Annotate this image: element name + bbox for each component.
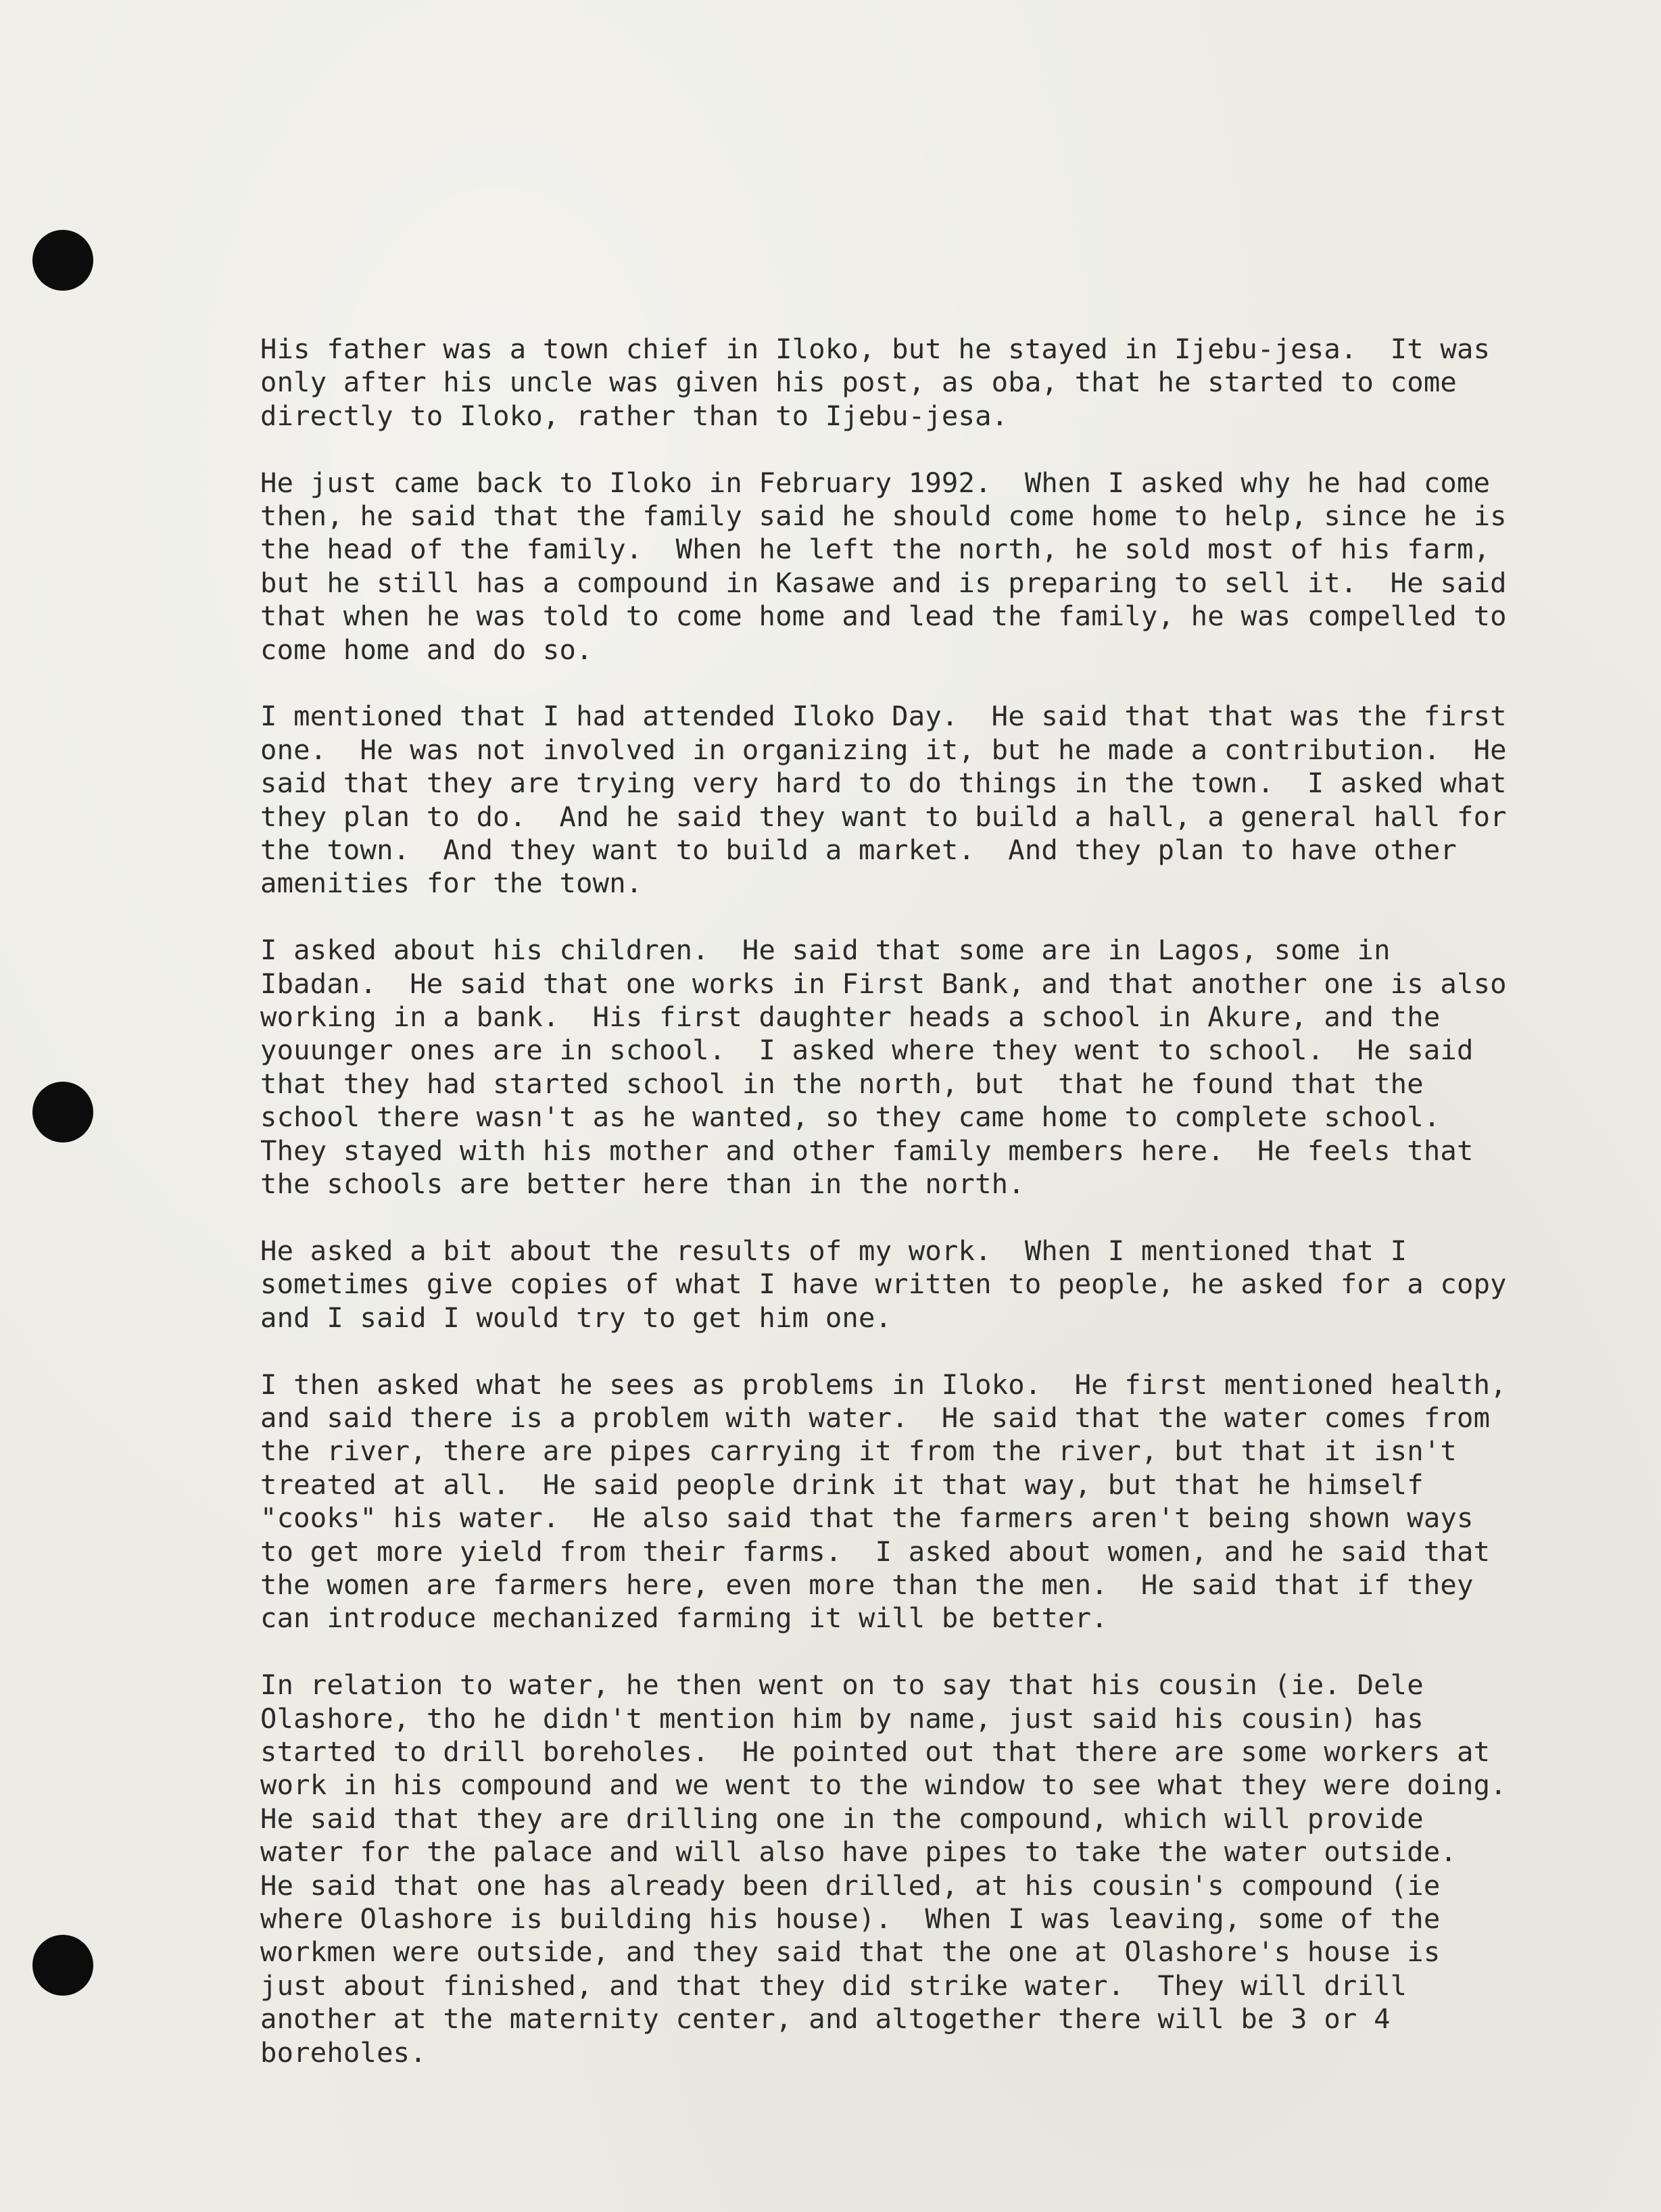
paragraph-1: His father was a town chief in Iloko, but he stayed in Ijebu-jesa. It was only after his uncle was given his post, as oba, that he started to come directly to Iloko, rather than to Ijebu-jesa. bbox=[260, 333, 1491, 432]
paragraph-2: He just came back to Iloko in February 1992. When I asked why he had come then, he said that the family said he should come home to help, since he is the head of the family. When he left the north, he sold most of his farm, but he still has a compound in Kasawe and is preparing to sell it. He said that when he was told to come home and lead the family, he was compelled to come home and do so. bbox=[260, 466, 1507, 666]
punch-hole-bottom bbox=[32, 1935, 93, 1996]
document-body bbox=[260, 333, 1585, 2102]
paragraph-6: I then asked what he sees as problems in Iloko. He first mentioned health, and said there is a problem with water. He said that the water comes from the river, there are pipes carrying it from the river, but that it isn't treated at all. He said people drink it that way, but that he himself "cooks" his water. He also said that the farmers aren't being shown ways to get more yield from their farms. I asked about women, and he said that the women are farmers here, even more than the men. He said that if they can introduce mechanized farming it will be better. bbox=[260, 1368, 1507, 1635]
punch-hole-middle bbox=[32, 1082, 93, 1143]
punch-hole-top bbox=[32, 230, 93, 291]
paragraph-7: In relation to water, he then went on to say that his cousin (ie. Dele Olashore, tho he didn't mention him by name, just said his cousin) has started to drill boreholes. He pointed out that there are some workers at work in his compound and we went to the window to see what they were doing. He said that they are drilling one in the compound, which will provide water for the palace and will also have pipes to take the water outside. He said that one has already been drilled, at his cousin's compound (ie where Olashore is building his house). When I was leaving, some of the workmen were outside, and they said that the one at Olashore's house is just about finished, and that they did strike water. They will drill another at the maternity center, and altogether there will be 3 or 4 boreholes. bbox=[260, 1668, 1507, 2069]
paragraph-3: I mentioned that I had attended Iloko Day. He said that that was the first one. He was not involved in organizing it, but he made a contribution. He said that they are trying very hard to do things in the town. I asked what they plan to do. And he said they want to build a hall, a general hall for the town. And they want to build a market. And they plan to have other amenities for the town. bbox=[260, 700, 1507, 900]
paragraph-4: I asked about his children. He said that some are in Lagos, some in Ibadan. He said that one works in First Bank, and that another one is also working in a bank. His first daughter heads a school in Akure, and the youunger ones are in school. I asked where they went to school. He said that they had started school in the north, but that he found that the school there wasn't as he wanted, so they came home to complete school. They stayed with his mother and other family members here. He feels that the schools are better here than in the north. bbox=[260, 934, 1507, 1201]
paragraph-5: He asked a bit about the results of my work. When I mentioned that I sometimes give copies of what I have written to people, he asked for a copy and I said I would try to get him one. bbox=[260, 1234, 1507, 1334]
